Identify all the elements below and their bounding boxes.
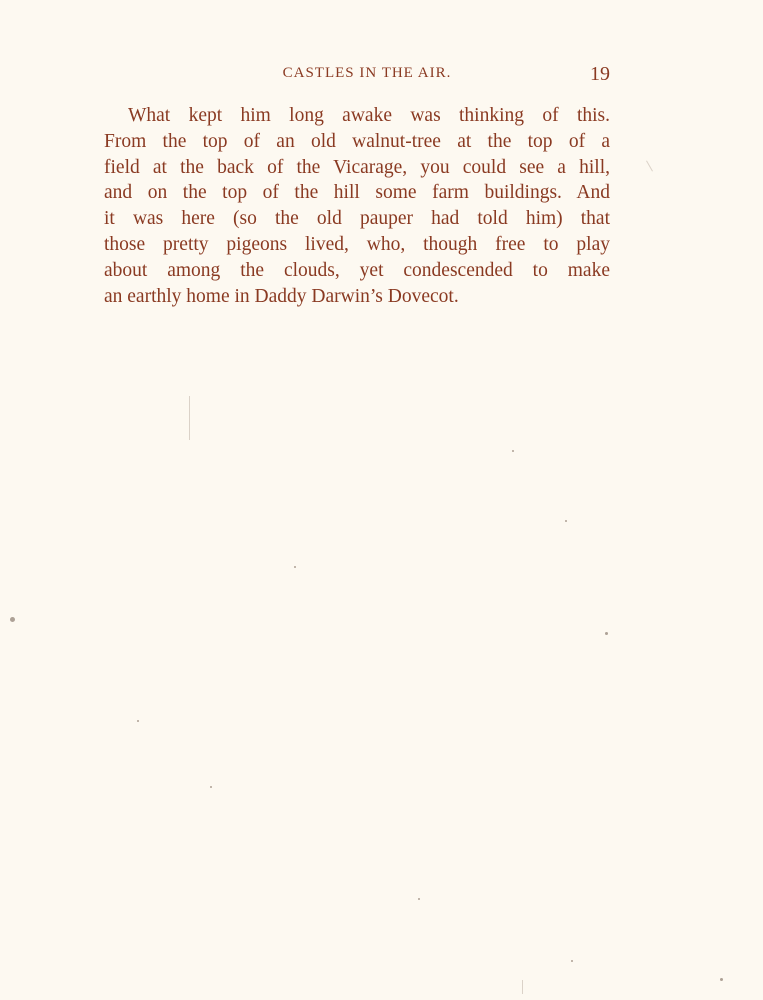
paper-speck [571,960,573,962]
paper-mark [522,980,523,994]
paper-speck [137,720,139,722]
text-line: field at the back of the Vicarage, you could see a hill, [104,156,610,178]
running-head [104,63,610,87]
running-title: CASTLES IN THE AIR. [282,65,452,81]
text-line: What kept him long awake was thinking of this. [128,105,610,126]
text-line: about among the clouds, yet condescended to make [104,259,610,281]
paper-mark [189,396,190,440]
text-line: an earthly home in Daddy Darwin’s Dovecot. [104,285,459,307]
paper-speck [418,898,420,900]
page-number: 19 [590,63,610,85]
paper-speck [10,617,15,622]
text-line: and on the top of the hill some farm buildings. And [104,182,610,204]
text-line: it was here (so the old pauper had told him) that [104,208,610,230]
text-line: From the top of an old walnut-tree at the top of a [104,130,610,152]
body-paragraph [104,103,610,309]
paper-speck [605,632,608,635]
paper-speck [720,978,723,981]
paper-speck [294,566,296,568]
paper-mark [646,161,653,172]
paper-speck [210,786,212,788]
text-line: those pretty pigeons lived, who, though free to play [104,233,610,255]
paper-speck [512,450,514,452]
paper-speck [565,520,567,522]
